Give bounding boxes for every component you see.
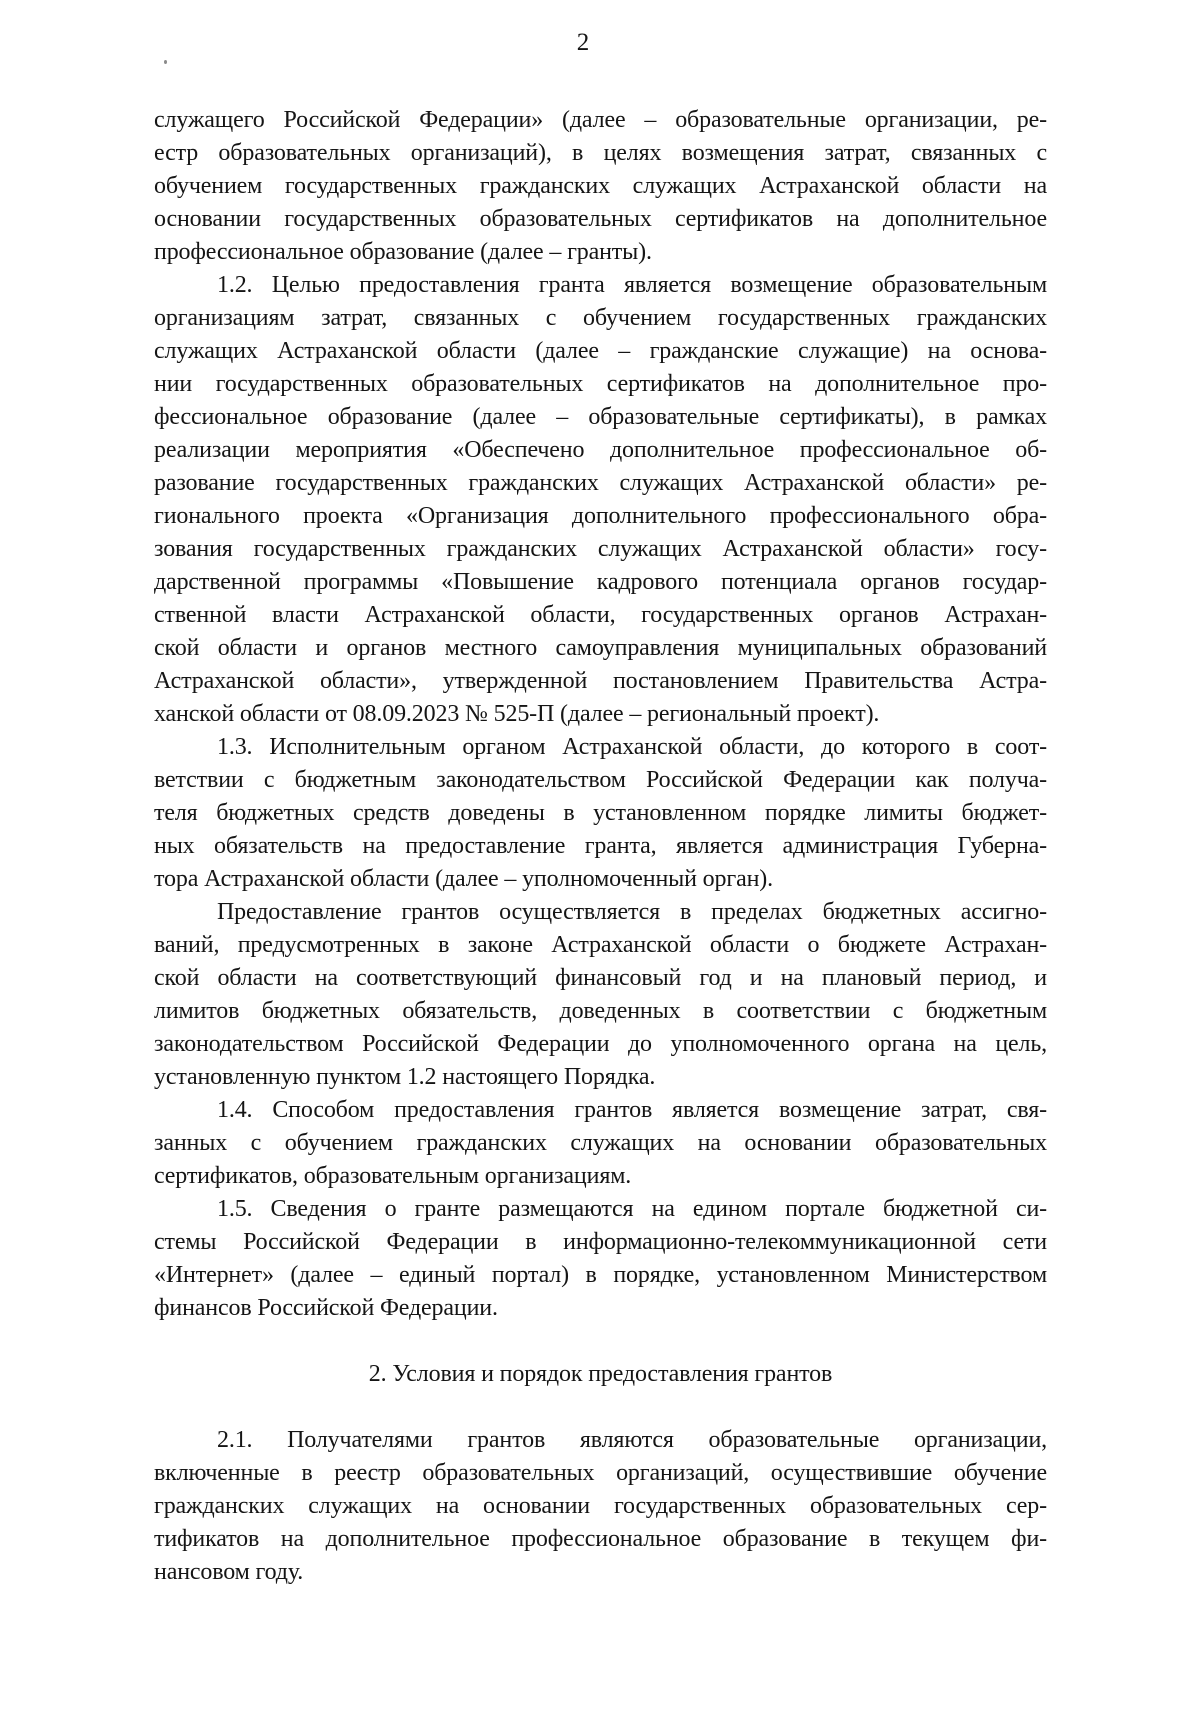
text-line: гионального проекта «Организация дополнительного профессионального обра- xyxy=(154,503,1047,529)
text-line: естр образовательных организаций), в целях возмещения затрат, связанных с xyxy=(154,140,1047,166)
text-line: профессиональное образование (далее – гранты). xyxy=(154,239,652,265)
text-line: «Интернет» (далее – единый портал) в порядке, установленном Министерством xyxy=(154,1262,1047,1288)
text-line: реализации мероприятия «Обеспечено дополнительное профессиональное об- xyxy=(154,437,1047,463)
scan-artifact-dot xyxy=(164,60,167,64)
text-line: 1.2. Целью предоставления гранта является возмещение образовательным xyxy=(217,272,1047,298)
paragraph xyxy=(154,1193,1047,1325)
paragraph xyxy=(154,269,1047,731)
text-line: гражданских служащих на основании государственных образовательных сер- xyxy=(154,1493,1047,1519)
text-line: основании государственных образовательных сертификатов на дополнительное xyxy=(154,206,1047,232)
paragraph xyxy=(154,1094,1047,1193)
text-line: стемы Российской Федерации в информационно-телекоммуникационной сети xyxy=(154,1229,1047,1255)
document-body xyxy=(154,104,1047,1589)
text-line: 1.5. Сведения о гранте размещаются на едином портале бюджетной си- xyxy=(217,1196,1047,1222)
text-line: дарственной программы «Повышение кадрового потенциала органов государ- xyxy=(154,569,1047,595)
text-line: установленную пунктом 1.2 настоящего Порядка. xyxy=(154,1064,656,1090)
text-line: занных с обучением гражданских служащих на основании образовательных xyxy=(154,1130,1047,1156)
text-line: 1.4. Способом предоставления грантов является возмещение затрат, свя- xyxy=(217,1097,1047,1123)
text-line: ской области на соответствующий финансовый год и на плановый период, и xyxy=(154,965,1047,991)
text-line: разование государственных гражданских служащих Астраханской области» ре- xyxy=(154,470,1047,496)
text-line: законодательством Российской Федерации до уполномоченного органа на цель, xyxy=(154,1031,1047,1057)
text-line: Астраханской области», утвержденной постановлением Правительства Астра- xyxy=(154,668,1047,694)
paragraph xyxy=(154,896,1047,1094)
text-line: ветствии с бюджетным законодательством Российской Федерации как получа- xyxy=(154,767,1047,793)
text-line: теля бюджетных средств доведены в установленном порядке лимиты бюджет- xyxy=(154,800,1047,826)
text-line: ных обязательств на предоставление гранта, является администрация Губерна- xyxy=(154,833,1047,859)
text-line: тора Астраханской области (далее – уполномоченный орган). xyxy=(154,866,773,892)
text-line: зования государственных гражданских служащих Астраханской области» госу- xyxy=(154,536,1047,562)
text-line: ханской области от 08.09.2023 № 525-П (далее – региональный проект). xyxy=(154,701,880,727)
text-line: организациям затрат, связанных с обучением государственных гражданских xyxy=(154,305,1047,331)
text-line: сертификатов, образовательным организациям. xyxy=(154,1163,632,1189)
text-line: тификатов на дополнительное профессиональное образование в текущем фи- xyxy=(154,1526,1047,1552)
text-line: ваний, предусмотренных в законе Астраханской области о бюджете Астрахан- xyxy=(154,932,1047,958)
text-line: финансов Российской Федерации. xyxy=(154,1295,498,1321)
section-heading: 2. Условия и порядок предоставления грантов xyxy=(368,1361,833,1387)
text-line: Предоставление грантов осуществляется в пределах бюджетных ассигно- xyxy=(217,899,1047,925)
text-line: служащих Астраханской области (далее – гражданские служащие) на основа- xyxy=(154,338,1047,364)
text-line: включенные в реестр образовательных организаций, осуществившие обучение xyxy=(154,1460,1047,1486)
text-line: 1.3. Исполнительным органом Астраханской области, до которого в соот- xyxy=(217,734,1047,760)
paragraph xyxy=(154,1424,1047,1589)
text-line: нансовом году. xyxy=(154,1559,304,1585)
paragraph xyxy=(154,104,1047,269)
text-line: нии государственных образовательных сертификатов на дополнительное про- xyxy=(154,371,1047,397)
paragraph xyxy=(154,731,1047,896)
page-number: 2 xyxy=(576,29,590,56)
text-line: лимитов бюджетных обязательств, доведенных в соответствии с бюджетным xyxy=(154,998,1047,1024)
text-line: ственной власти Астраханской области, государственных органов Астрахан- xyxy=(154,602,1047,628)
text-line: фессиональное образование (далее – образовательные сертификаты), в рамках xyxy=(154,404,1047,430)
text-line: обучением государственных гражданских служащих Астраханской области на xyxy=(154,173,1047,199)
text-line: 2.1. Получателями грантов являются образовательные организации, xyxy=(217,1427,1047,1453)
text-line: ской области и органов местного самоуправления муниципальных образований xyxy=(154,635,1047,661)
text-line: служащего Российской Федерации» (далее – образовательные организации, ре- xyxy=(154,107,1047,133)
